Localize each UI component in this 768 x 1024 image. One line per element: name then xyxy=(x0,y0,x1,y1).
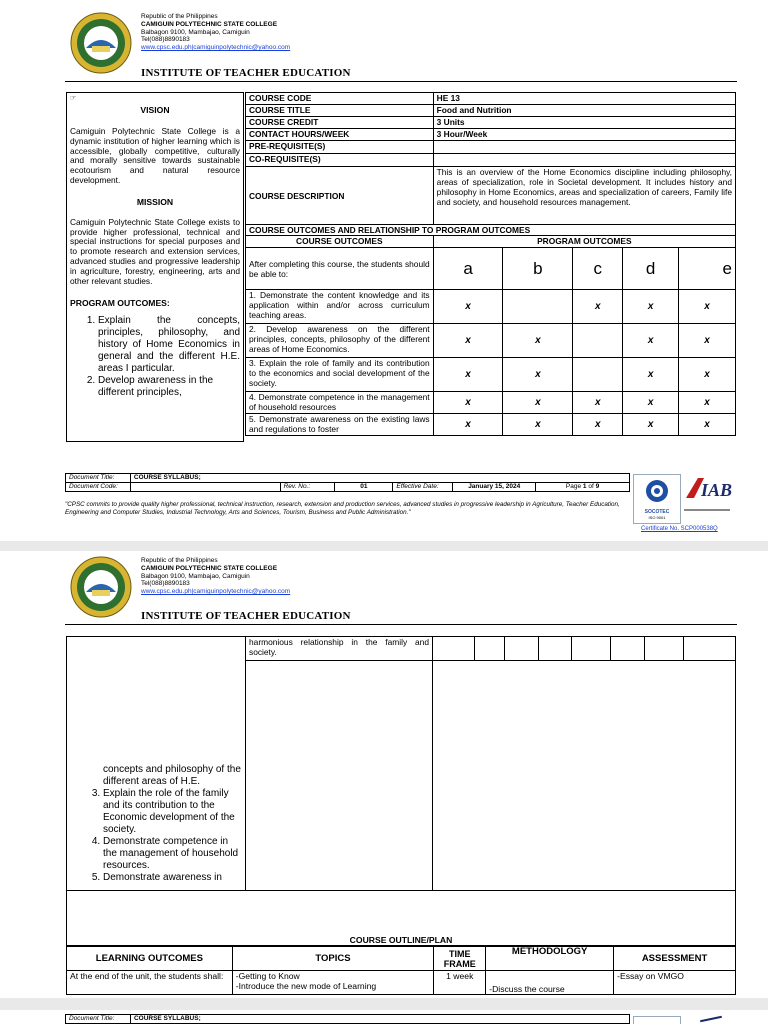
left-vmgo-box xyxy=(66,92,244,442)
rev-value: 01 xyxy=(335,483,393,492)
column-divider xyxy=(432,636,433,890)
vision-title: VISION xyxy=(140,105,170,115)
certificate-link[interactable]: Certificate No. SCP000538Q xyxy=(641,526,718,532)
course-title-label: COURSE TITLE xyxy=(246,105,434,117)
outline-assessment: -Essay on VMGO xyxy=(614,971,736,995)
effective-date-label: Effective Date: xyxy=(393,483,453,492)
corequisite-value xyxy=(433,154,735,167)
course-outline-table xyxy=(66,946,736,995)
header-divider xyxy=(65,81,737,82)
course-credit-label: COURSE CREDIT xyxy=(246,117,434,129)
outcome-mark: x xyxy=(679,414,736,436)
program-outcome-item: 3. Explain the role of the family and its contribution to the Economic development of the society. xyxy=(103,788,243,836)
outcome-mark xyxy=(573,324,623,358)
outcome-mark: x xyxy=(503,324,573,358)
institute-title: INSTITUTE OF TEACHER EDUCATION xyxy=(141,67,351,79)
outcome-mark: x xyxy=(433,324,503,358)
course-outcome-row-continued: harmonious relationship in the family and society. xyxy=(249,637,429,657)
document-footer-table xyxy=(65,1014,630,1024)
outcomes-section-title: COURSE OUTCOMES AND RELATIONSHIP TO PROGRAM OUTCOMES xyxy=(246,225,736,236)
outline-methodology: -Discuss the course xyxy=(486,971,614,995)
outcome-mark: x xyxy=(573,392,623,414)
po-letter: c xyxy=(573,248,623,290)
pointer-icon: ☞ xyxy=(70,95,77,102)
outcome-mark: x xyxy=(433,358,503,392)
course-outline-title: COURSE OUTLINE/PLAN xyxy=(349,935,453,945)
cell-divider xyxy=(474,636,475,660)
po-letter: b xyxy=(503,248,573,290)
outline-header-topics: TOPICS xyxy=(232,947,434,971)
page-total: 9 xyxy=(595,483,600,490)
corequisite-label: CO-REQUISITE(S) xyxy=(246,154,434,167)
program-outcomes-title: PROGRAM OUTCOMES: xyxy=(70,298,170,309)
outcome-mark: x xyxy=(573,290,623,324)
course-outcome-row: 1. Demonstrate the content knowledge and its application within and/or across curriculum teaching areas. xyxy=(246,290,434,324)
row-divider xyxy=(245,660,433,661)
outcome-mark: x xyxy=(623,290,679,324)
outcome-mark xyxy=(573,358,623,392)
course-outcome-row: 2. Develop awareness on the different principles, concepts, philosophy of the different areas of Home Economics. xyxy=(246,324,434,358)
course-outcomes-header: COURSE OUTCOMES xyxy=(246,236,434,248)
outline-time-frame: 1 week xyxy=(434,971,486,995)
program-outcome-continued: concepts and philosophy of the different areas of H.E. xyxy=(103,764,241,787)
socotec-iso-logo xyxy=(633,1016,681,1024)
outcome-mark: x xyxy=(573,414,623,436)
outline-header-learning-outcomes: LEARNING OUTCOMES xyxy=(67,947,233,971)
doc-title-label: Document Title: xyxy=(66,1015,131,1024)
outcome-mark: x xyxy=(679,358,736,392)
cell-divider xyxy=(644,636,645,660)
outcome-mark: x xyxy=(679,290,736,324)
doc-code-value xyxy=(130,483,280,492)
outcome-mark xyxy=(503,290,573,324)
header-address: Balbagon 9100, Mambajao, Camiguin xyxy=(141,28,250,36)
outcome-mark: x xyxy=(433,414,503,436)
header-web-link[interactable]: www.cpsc.edu.ph|camiguinpolytechnic@yahoo.com xyxy=(141,588,291,596)
rev-label: Rev. No.: xyxy=(280,483,335,492)
outcome-mark: x xyxy=(623,392,679,414)
outline-header-assessment: ASSESSMENT xyxy=(614,947,736,971)
prerequisite-label: PRE-REQUISITE(S) xyxy=(246,141,434,154)
outcome-mark: x xyxy=(433,392,503,414)
course-outcome-row: 5. Demonstrate awareness on the existing laws and regulations to foster xyxy=(246,414,434,436)
doc-title-label: Document Title: xyxy=(66,474,131,483)
course-code-value: HE 13 xyxy=(433,93,735,105)
commitment-statement: "CPSC commits to provide quality higher professional, technical instruction, research, extension and production services, advanced studies in progressive leadership in Agriculture, Teacher Education, Engineering and Computer Studies, Industrial Technology, Arts and Sciences, Tourism, Business and Public Administration." xyxy=(65,501,620,516)
header-address: Balbagon 9100, Mambajao, Camiguin xyxy=(141,572,250,580)
outline-header-methodology: METHODOLOGY xyxy=(486,947,614,971)
outcome-mark: x xyxy=(679,324,736,358)
page-of: of xyxy=(588,483,594,490)
po-letter: e xyxy=(679,248,736,290)
contact-hours-value: 3 Hour/Week xyxy=(433,129,735,141)
header-college-name: CAMIGUIN POLYTECHNIC STATE COLLEGE xyxy=(141,20,278,28)
cell-divider xyxy=(571,636,572,660)
doc-code-label: Document Code: xyxy=(66,483,131,492)
outcome-mark: x xyxy=(679,392,736,414)
page-indicator xyxy=(536,483,630,492)
header-republic: Republic of the Philippines xyxy=(141,557,218,564)
outline-topics-cell xyxy=(232,971,434,995)
outline-topic: -Introduce the new mode of Learning xyxy=(235,981,377,991)
course-code-label: COURSE CODE xyxy=(246,93,434,105)
iab-logo xyxy=(700,1016,722,1023)
course-description-label: COURSE DESCRIPTION xyxy=(246,167,434,225)
prerequisite-value xyxy=(433,141,735,154)
outcome-mark: x xyxy=(503,392,573,414)
column-divider xyxy=(245,636,246,890)
outline-header-time-frame: TIME FRAME xyxy=(434,947,486,971)
course-title-value: Food and Nutrition xyxy=(433,105,735,117)
po-letter: d xyxy=(623,248,679,290)
row-divider xyxy=(66,890,736,891)
course-outcome-row: 3. Explain the role of family and its contribution to the economics and social development of the society. xyxy=(246,358,434,392)
cell-divider xyxy=(683,636,684,660)
course-info-table xyxy=(245,92,736,225)
course-description-text: This is an overview of the Home Economics discipline including philosophy, areas of specialization, role in Societal development. It includes history and philosophy in Home Economics, areas and specialization of careers, Family life and society, and household resources management. xyxy=(433,167,735,225)
effective-date-value: January 15, 2024 xyxy=(453,483,536,492)
page-number: 1 xyxy=(582,483,587,490)
doc-title-value: COURSE SYLLABUS; xyxy=(130,1015,629,1024)
document-footer-table xyxy=(65,473,630,492)
course-credit-value: 3 Units xyxy=(433,117,735,129)
outcomes-table xyxy=(245,224,736,436)
program-outcomes-header: PROGRAM OUTCOMES xyxy=(433,236,735,248)
cell-divider xyxy=(610,636,611,660)
outcome-mark: x xyxy=(503,358,573,392)
college-seal-logo xyxy=(70,12,132,74)
college-seal-logo xyxy=(70,556,132,618)
outcome-mark: x xyxy=(433,290,503,324)
institute-title: INSTITUTE OF TEACHER EDUCATION xyxy=(141,610,351,622)
program-outcome-item: 1. Explain the concepts, principles, philosophy, and history of Home Economics in general and the different H.E. areas I particular. xyxy=(98,315,240,375)
row-divider xyxy=(432,660,736,661)
socotec-iso-logo xyxy=(633,474,681,524)
outline-learning-outcome: At the end of the unit, the students shall: xyxy=(67,971,233,995)
header-college-name: CAMIGUIN POLYTECHNIC STATE COLLEGE xyxy=(141,564,278,572)
iab-logo xyxy=(684,474,734,516)
course-outcome-row: 4. Demonstrate competence in the management of household resources xyxy=(246,392,434,414)
header-divider xyxy=(65,624,737,625)
program-outcome-item: 2. Develop awareness in the different principles, xyxy=(98,375,240,399)
cell-divider xyxy=(538,636,539,660)
outcomes-intro: After completing this course, the students should be able to: xyxy=(246,248,434,290)
outcome-mark: x xyxy=(623,358,679,392)
mission-text: Camiguin Polytechnic State College exists to provide higher professional, technical and special instructions for special purposes and to promote research and extension services, advanced studies and progressive leadership in agriculture, forestry, engineering, arts and other relevant studies. xyxy=(70,216,240,286)
doc-title-value: COURSE SYLLABUS; xyxy=(130,474,629,483)
page-separator xyxy=(0,541,768,551)
outcome-mark: x xyxy=(623,414,679,436)
header-tel: Tel(088)8890183 xyxy=(141,580,190,588)
mission-title: MISSION xyxy=(136,196,174,207)
contact-hours-label: CONTACT HOURS/WEEK xyxy=(246,129,434,141)
vision-text: Camiguin Polytechnic State College is a dynamic institution of higher learning which is accessible, globally competitive, culturally and morally sensitive towards sustainable ecotourism and natural resource development. xyxy=(70,126,240,185)
program-outcome-item: 4. Demonstrate competence in the management of household resources. xyxy=(103,836,243,872)
iab-text: IAB xyxy=(701,480,733,500)
page-separator xyxy=(0,998,768,1010)
outline-topic: -Getting to Know xyxy=(235,971,300,981)
cell-divider xyxy=(504,636,505,660)
program-outcome-item: 5. Demonstrate awareness in xyxy=(103,872,243,884)
header-republic: Republic of the Philippines xyxy=(141,13,218,20)
page-label: Page xyxy=(565,483,582,490)
outcome-mark: x xyxy=(503,414,573,436)
po-letter: a xyxy=(433,248,503,290)
header-web-link[interactable]: www.cpsc.edu.ph|camiguinpolytechnic@yahoo.com xyxy=(141,44,291,52)
iso-label: ISO 9001 xyxy=(648,515,666,520)
outcome-mark: x xyxy=(623,324,679,358)
socotec-label: SOCOTEC xyxy=(644,509,670,515)
header-tel: Tel(088)8890183 xyxy=(141,36,190,44)
